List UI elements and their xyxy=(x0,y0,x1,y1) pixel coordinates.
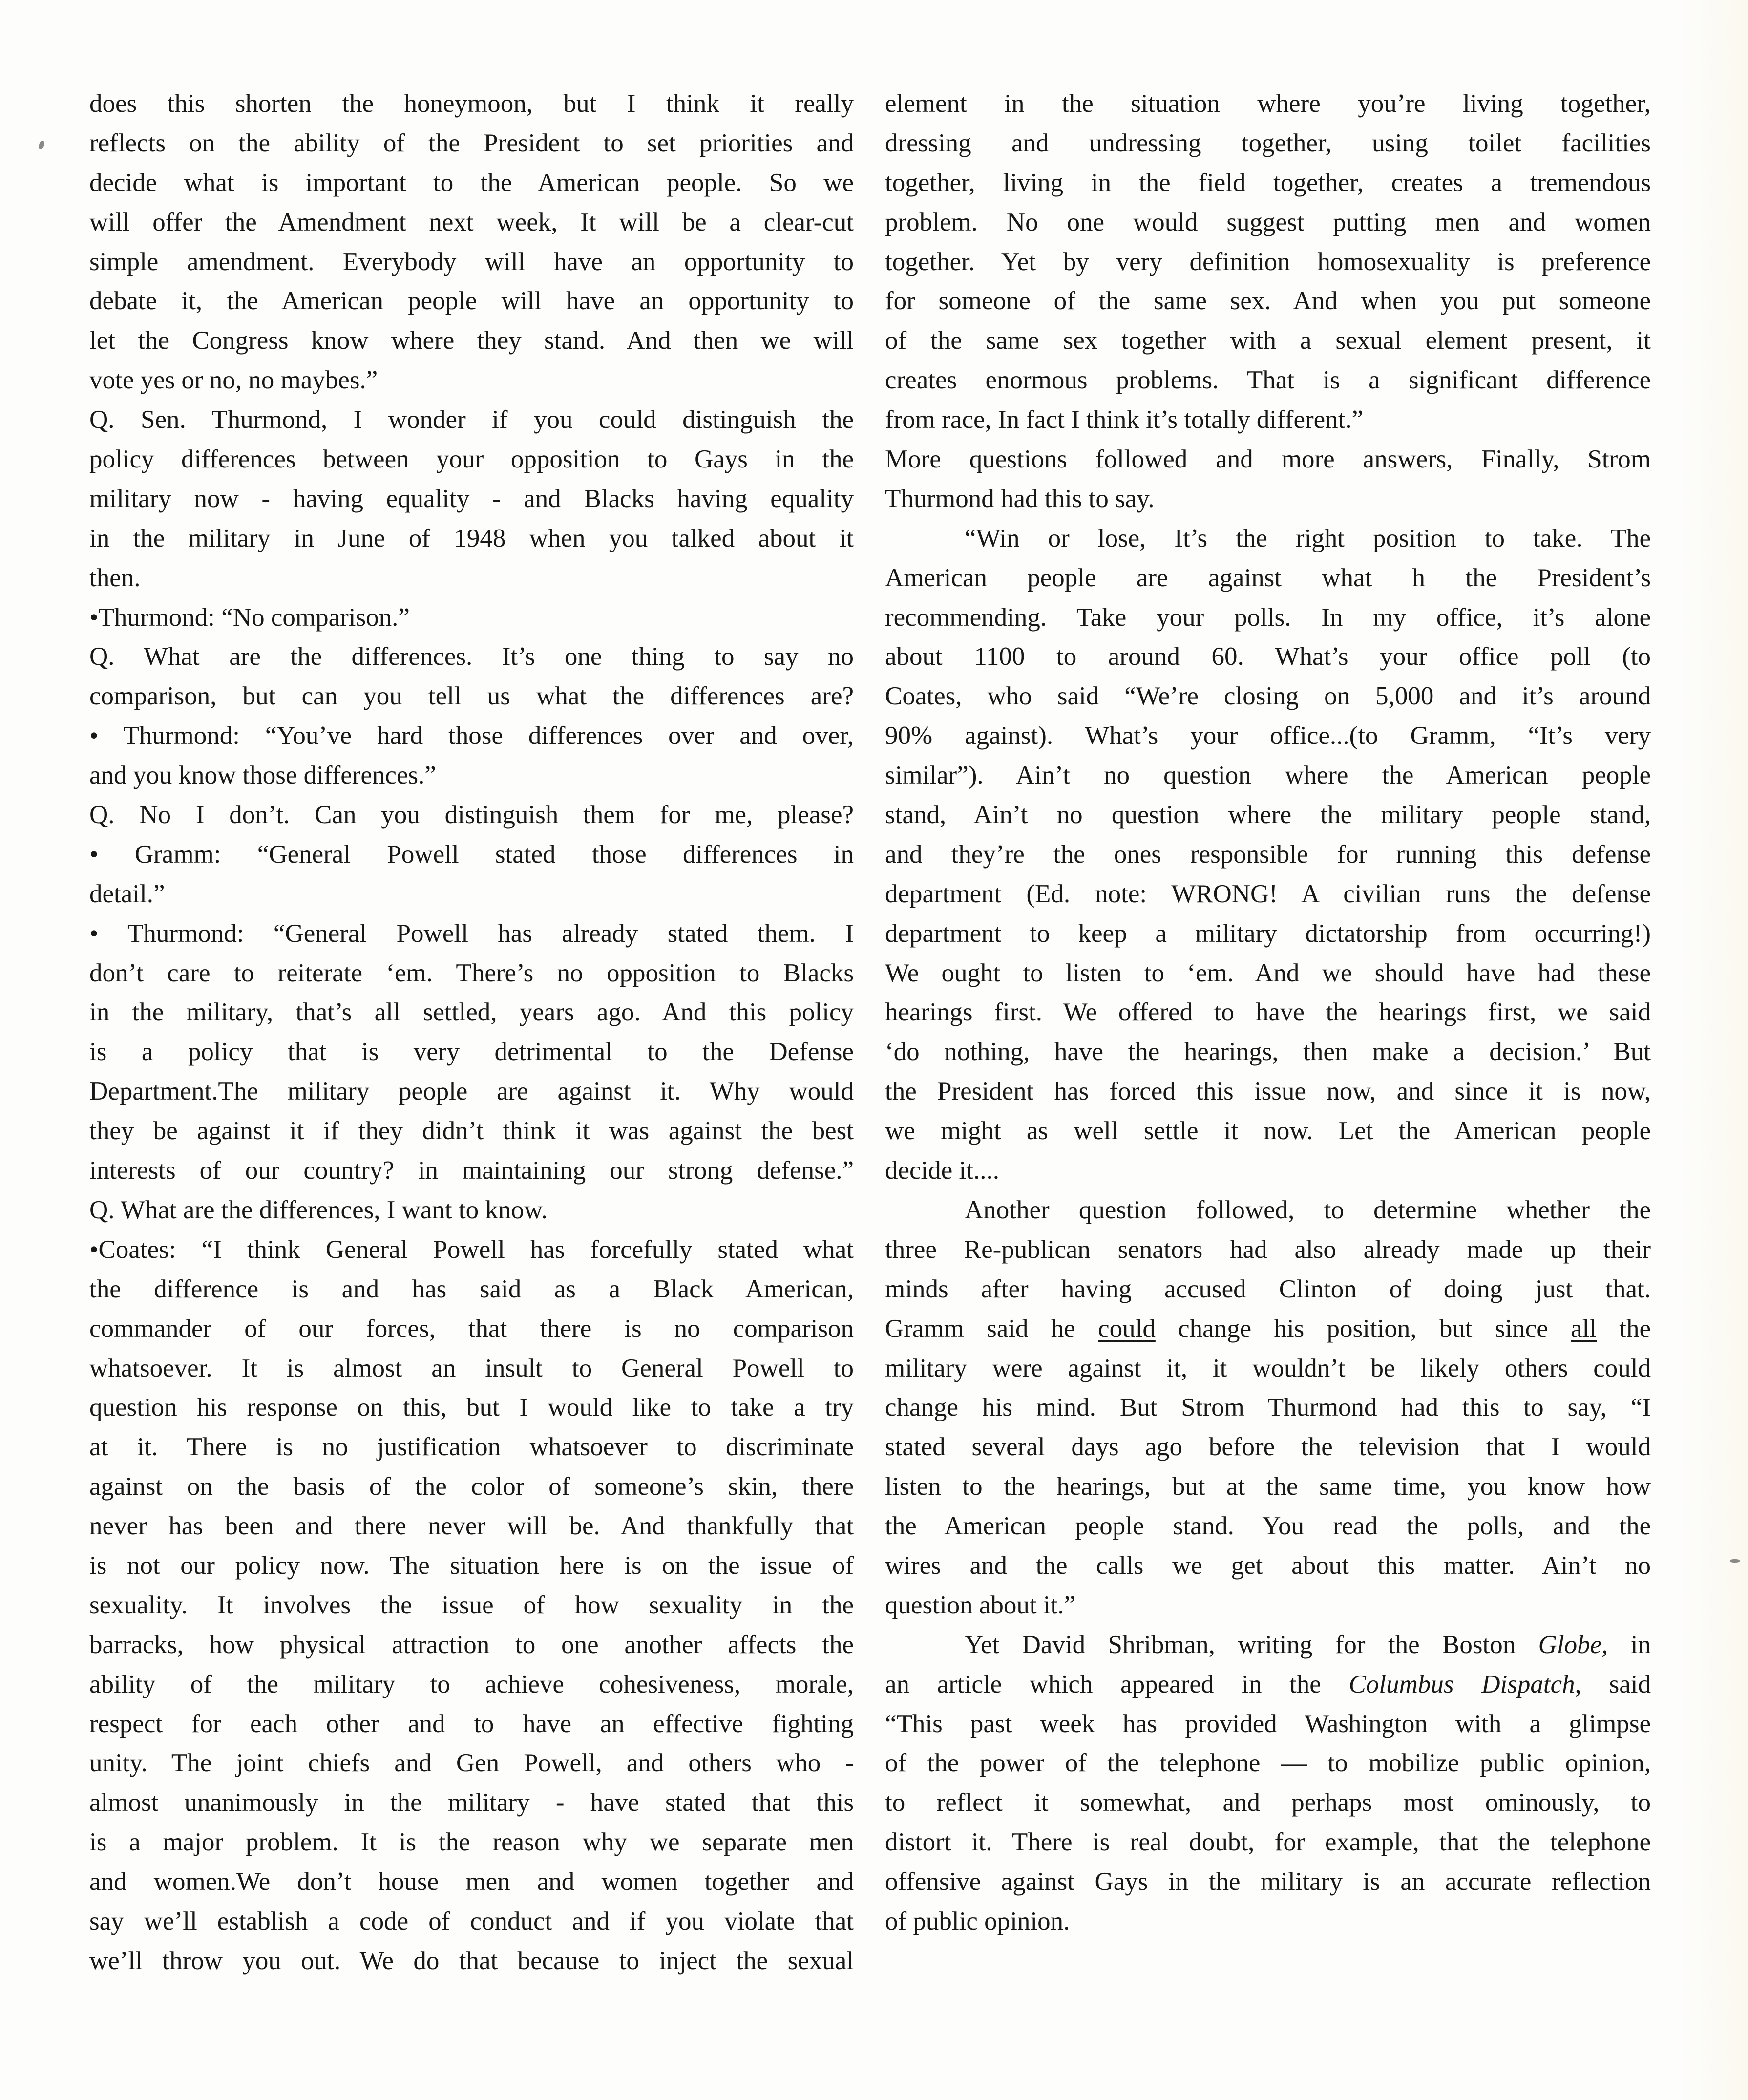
text-line: let the Congress know where they stand. And then we will xyxy=(89,326,854,355)
text-line: Department.The military people are against it. Why would xyxy=(89,1077,854,1106)
text-line: don’t care to reiterate ‘em. There’s no opposition to Blacks xyxy=(89,958,854,987)
text-line: distort it. There is real doubt, for example, that the telephone xyxy=(885,1828,1651,1857)
text-line: military were against it, it wouldn’t be likely others could xyxy=(885,1354,1651,1382)
italic-text: Columbus Dispatch xyxy=(1348,1670,1575,1698)
text-line: the American people stand. You read the polls, and the xyxy=(885,1512,1651,1541)
text-line: More questions followed and more answers, Finally, Strom xyxy=(885,445,1651,474)
text-line: together. Yet by very definition homosexuality is preference xyxy=(885,247,1651,276)
text-line: then. xyxy=(89,563,141,592)
text-line: we might as well settle it now. Let the American people xyxy=(885,1117,1651,1145)
text-line: stated several days ago before the television that I would xyxy=(885,1433,1651,1462)
text-line: never has been and there never will be. And thankfully that xyxy=(89,1512,854,1541)
text-line: ‘do nothing, have the hearings, then make a decision.’ But xyxy=(885,1038,1651,1066)
text-line: creates enormous problems. That is a significant difference xyxy=(885,366,1651,395)
text-line: vote yes or no, no maybes.” xyxy=(89,366,378,395)
text-line: We ought to listen to ‘em. And we should have had these xyxy=(885,958,1651,987)
text-line: minds after having accused Clinton of doing just that. xyxy=(885,1274,1651,1303)
text-line: •Thurmond: “No comparison.” xyxy=(89,603,410,632)
text-line: the difference is and has said as a Black American, xyxy=(89,1274,854,1303)
text-line: decide what is important to the American people. So we xyxy=(89,168,854,197)
text-line: about 1100 to around 60. What’s your office poll (to xyxy=(885,642,1651,671)
text-line: American people are against what h the President’s xyxy=(885,563,1651,592)
text-line: department to keep a military dictatorship from occurring!) xyxy=(885,919,1651,948)
text-line: “This past week has provided Washington with a glimpse xyxy=(885,1709,1651,1738)
text-line: is not our policy now. The situation here is on the issue of xyxy=(89,1551,854,1580)
text-line: of the same sex together with a sexual element present, it xyxy=(885,326,1651,355)
text-line: commander of our forces, that there is no comparison xyxy=(89,1314,854,1343)
text-line: • Thurmond: “General Powell has already stated them. I xyxy=(89,919,854,948)
text-line: stand, Ain’t no question where the military people stand, xyxy=(885,801,1651,829)
text-line: respect for each other and to have an effective fighting xyxy=(89,1709,854,1738)
text-line: we’ll throw you out. We do that because to inject the sexual xyxy=(89,1946,854,1975)
text-line: an article which appeared in the Columbus Dispatch, said xyxy=(885,1670,1651,1698)
text-line: detail.” xyxy=(89,879,165,908)
text-line: Another question followed, to determine whether the xyxy=(965,1195,1651,1224)
text-line: reflects on the ability of the President to set priorities and xyxy=(89,128,854,157)
text-line: almost unanimously in the military - have stated that this xyxy=(89,1788,854,1817)
text-line: ability of the military to achieve cohesiveness, morale, xyxy=(89,1670,854,1698)
text-line: and they’re the ones responsible for running this defense xyxy=(885,840,1651,869)
text-line: sexuality. It involves the issue of how sexuality in the xyxy=(89,1591,854,1619)
text-line: in the military, that’s all settled, years ago. And this policy xyxy=(89,998,854,1027)
text-line: and women.We don’t house men and women together and xyxy=(89,1867,854,1896)
text-line: comparison, but can you tell us what the differences are? xyxy=(89,682,854,711)
text-line: Gramm said he could change his position, but since all the xyxy=(885,1314,1651,1343)
scan-speck xyxy=(1730,1559,1740,1563)
text-line: offensive against Gays in the military is an accurate reflection xyxy=(885,1867,1651,1896)
text-line: in the military in June of 1948 when you talked about it xyxy=(89,524,854,552)
text-line: wires and the calls we get about this matter. Ain’t no xyxy=(885,1551,1651,1580)
text-line: Thurmond had this to say. xyxy=(885,484,1155,513)
text-line: Q. No I don’t. Can you distinguish them for me, please? xyxy=(89,801,854,829)
text-line: is a policy that is very detrimental to the Defense xyxy=(89,1038,854,1066)
italic-text: Globe, xyxy=(1538,1630,1608,1659)
text-column-right xyxy=(885,84,1651,1941)
text-line: at it. There is no justification whatsoever to discriminate xyxy=(89,1433,854,1462)
text-line: unity. The joint chiefs and Gen Powell, and others who - xyxy=(89,1749,854,1778)
text-line: military now - having equality - and Blacks having equality xyxy=(89,484,854,513)
text-line: and you know those differences.” xyxy=(89,761,436,790)
text-line: decide it.... xyxy=(885,1156,999,1185)
text-line: element in the situation where you’re living together, xyxy=(885,89,1651,118)
text-line: whatsoever. It is almost an insult to General Powell to xyxy=(89,1354,854,1382)
text-line: 90% against). What’s your office...(to Gramm, “It’s very xyxy=(885,721,1651,750)
text-line: dressing and undressing together, using toilet facilities xyxy=(885,128,1651,157)
text-line: question about it.” xyxy=(885,1591,1076,1619)
text-line: problem. No one would suggest putting men and women xyxy=(885,208,1651,236)
text-line: “Win or lose, It’s the right position to take. The xyxy=(965,524,1651,552)
text-column-left xyxy=(89,84,854,1981)
underlined-text: all xyxy=(1571,1314,1597,1343)
text-line: similar”). Ain’t no question where the American people xyxy=(885,761,1651,790)
text-line: hearings first. We offered to have the hearings first, we said xyxy=(885,998,1651,1027)
text-line: policy differences between your opposition to Gays in the xyxy=(89,445,854,474)
text-line: say we’ll establish a code of conduct and if you violate that xyxy=(89,1907,854,1935)
text-line: debate it, the American people will have an opportunity to xyxy=(89,287,854,316)
text-line: Coates, who said “We’re closing on 5,000 and it’s around xyxy=(885,682,1651,711)
text-line: barracks, how physical attraction to one another affects the xyxy=(89,1630,854,1659)
text-line: against on the basis of the color of someone’s skin, there xyxy=(89,1472,854,1501)
text-line: •Coates: “I think General Powell has forcefully stated what xyxy=(89,1235,854,1264)
text-line: change his mind. But Strom Thurmond had this to say, “I xyxy=(885,1393,1651,1422)
text-line: is a major problem. It is the reason why we separate men xyxy=(89,1828,854,1857)
text-line: simple amendment. Everybody will have an opportunity to xyxy=(89,247,854,276)
text-line: question his response on this, but I would like to take a try xyxy=(89,1393,854,1422)
text-line: to reflect it somewhat, and perhaps most ominously, to xyxy=(885,1788,1651,1817)
text-line: will offer the Amendment next week, It will be a clear-cut xyxy=(89,208,854,236)
text-line: Q. Sen. Thurmond, I wonder if you could distinguish the xyxy=(89,405,854,434)
text-line: does this shorten the honeymoon, but I think it really xyxy=(89,89,854,118)
text-line: listen to the hearings, but at the same time, you know how xyxy=(885,1472,1651,1501)
text-line: the President has forced this issue now, and since it is now, xyxy=(885,1077,1651,1106)
scan-speck xyxy=(38,140,45,150)
text-line: of the power of the telephone — to mobilize public opinion, xyxy=(885,1749,1651,1778)
text-line: they be against it if they didn’t think it was against the best xyxy=(89,1117,854,1145)
underlined-text: could xyxy=(1098,1314,1156,1343)
text-line: Yet David Shribman, writing for the Boston Globe, in xyxy=(965,1630,1651,1659)
text-line: three Re-publican senators had also already made up their xyxy=(885,1235,1651,1264)
text-line: Q. What are the differences. It’s one thing to say no xyxy=(89,642,854,671)
text-line: recommending. Take your polls. In my office, it’s alone xyxy=(885,603,1651,632)
text-line: for someone of the same sex. And when you put someone xyxy=(885,287,1651,316)
text-line: of public opinion. xyxy=(885,1907,1070,1935)
text-line: interests of our country? in maintaining our strong defense.” xyxy=(89,1156,854,1185)
text-line: Q. What are the differences, I want to know. xyxy=(89,1195,548,1224)
text-line: department (Ed. note: WRONG! A civilian runs the defense xyxy=(885,879,1651,908)
text-line: from race, In fact I think it’s totally different.” xyxy=(885,405,1364,434)
text-line: • Gramm: “General Powell stated those differences in xyxy=(89,840,854,869)
text-line: • Thurmond: “You’ve hard those differences over and over, xyxy=(89,721,854,750)
text-line: together, living in the field together, creates a tremendous xyxy=(885,168,1651,197)
